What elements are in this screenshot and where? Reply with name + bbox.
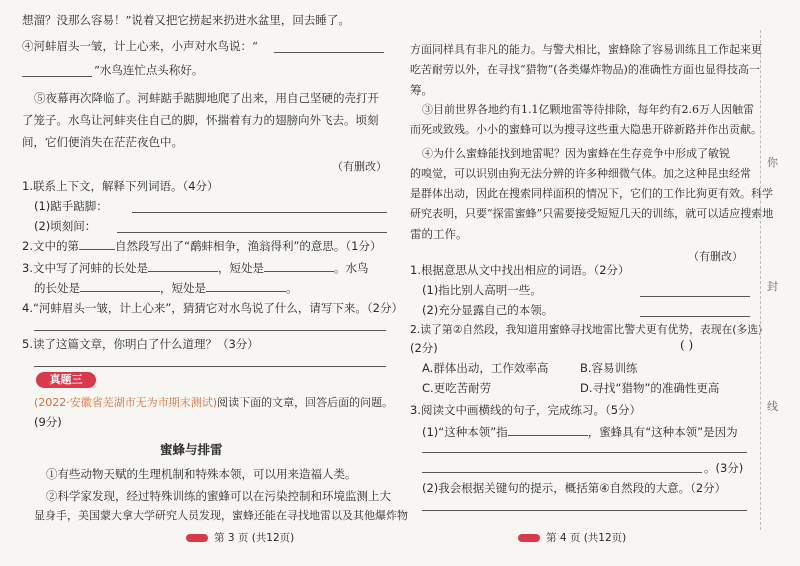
answer-blank[interactable] [508, 435, 588, 436]
answer-blank[interactable] [264, 271, 334, 272]
question-1b: (2)顷刻间： [34, 219, 97, 233]
question-1b: (2)充分显露自己的本领。 [422, 303, 554, 317]
question-1: 1.根据意思从文中找出相应的词语。（2分） [410, 263, 630, 277]
question-1: 1.联系上下文，解释下列词语。（4分） [22, 179, 219, 193]
edit-note: （有删改） [688, 250, 743, 263]
margin-char: 你 [767, 156, 778, 169]
question-3a: (1)“这种本领”指 ，蜜蜂具有“这种本领”是因为 [422, 425, 738, 439]
article-line: 是群体出动，因此在搜索同样面积的情况下，它们的工作比狗更有效。科学 [410, 187, 773, 200]
story-line: 了笼子。水鸟让河蚌夹住自己的脚，怀揣着有力的翅膀向外飞去。顷刻 [22, 113, 379, 127]
article-line: 的嗅觉，可以识别由狗无法分辨的许多种细微气体。加之这种昆虫经常 [410, 167, 751, 180]
source-line: (2022·安徽省芜湖市无为市期末测试)阅读下面的文章，回答后面的问题。 [34, 396, 394, 409]
answer-blank[interactable] [34, 330, 386, 331]
question-4: 4.“河蚌眉头一皱，计上心来”，猜猜它对水鸟说了什么，请写下来。（2分） [22, 301, 403, 315]
margin-char: 线 [767, 400, 778, 413]
option-d[interactable]: D.寻找“猎物”的准确性更高 [580, 381, 720, 395]
article-line: 而死或致残。小小的蜜蜂可以为搜寻这些重大隐患开辟新路并作出贡献。 [410, 123, 762, 136]
question-3: 3.阅读文中画横线的句子，完成练习。（5分） [410, 403, 642, 417]
question-3-cont: 的长处是 ，短处是 。 [34, 281, 298, 295]
article-line: 研究表明，只要“探雷蜜蜂”只需要接受短短几天的训练，就可以适应搜索地 [410, 207, 774, 220]
question-1a: (1)踮手踮脚： [34, 199, 108, 213]
answer-blank[interactable] [132, 212, 387, 213]
article-paragraph: ②科学家发现，经过特殊训练的蜜蜂可以在污染控制和环境监测上大 [46, 489, 391, 503]
answer-blank[interactable] [274, 52, 384, 53]
story-line: 间，它们便消失在茫茫夜色中。 [22, 135, 183, 149]
question-3: 3.文中写了河蚌的长处是 ，短处是 。水鸟 [22, 261, 369, 275]
story-line: 想溜？没那么容易！”说着又把它捞起来扔进水盆里，回去睡了。 [22, 13, 350, 27]
section-badge: 真题三 [36, 372, 96, 388]
answer-blank[interactable] [206, 291, 286, 292]
answer-blank[interactable] [422, 452, 747, 453]
page-footer-left: 第 3 页 (共12页) [186, 530, 294, 545]
article-line: ④为什么蜜蜂能找到地雷呢？因为蜜蜂在生存竞争中形成了敏锐 [422, 147, 730, 160]
answer-blank[interactable] [640, 296, 750, 297]
answer-blank[interactable] [80, 291, 160, 292]
question-3a-score: 。(3分) [704, 461, 744, 475]
answer-bracket[interactable]: ( ) [680, 338, 694, 352]
binding-line [760, 30, 761, 530]
article-paragraph: 显身手，美国蒙大拿大学研究人员发现，蜜蜂还能在寻找地雷以及其他爆炸物 [34, 509, 408, 522]
article-title: 蜜蜂与排雷 [160, 442, 223, 457]
story-line: ⑤夜幕再次降临了。河蚌踮手踮脚地爬了出来，用自己坚硬的壳打开 [34, 91, 379, 105]
answer-blank[interactable] [422, 510, 747, 511]
option-a[interactable]: A.群体出动，工作效率高 [422, 361, 549, 375]
footer-tag-icon [186, 534, 208, 542]
article-line: 雷的工作。 [410, 227, 468, 241]
story-line: ”水鸟连忙点头称好。 [94, 63, 204, 77]
answer-blank[interactable] [640, 316, 750, 317]
article-line: ③目前世界各地约有1.1亿颗地雷等待排除，每年约有2.6万人因触雷 [422, 103, 754, 116]
article-line: 吃苦耐劳以外，在寻找“猎物”(各类爆炸物品)的准确性方面也显得技高一 [410, 63, 760, 76]
answer-blank[interactable] [148, 271, 218, 272]
footer-tag-icon [518, 534, 540, 542]
page-footer-right: 第 4 页 (共12页) [518, 530, 626, 545]
answer-blank[interactable] [79, 249, 115, 250]
answer-blank[interactable] [422, 472, 702, 473]
answer-blank[interactable] [22, 76, 92, 77]
right-page [410, 0, 774, 566]
answer-blank[interactable] [34, 366, 386, 367]
article-paragraph: ①有些动物天赋的生理机制和特殊本领，可以用来造福人类。 [46, 467, 357, 481]
option-b[interactable]: B.容易训练 [580, 361, 638, 375]
story-line: ④河蚌眉头一皱，计上心来，小声对水鸟说：“ [22, 39, 258, 53]
edit-note: （有删改） [332, 160, 387, 173]
margin-char: 封 [767, 280, 778, 293]
question-2-score: (2分) [410, 341, 438, 355]
question-1a: (1)指比别人高明一些。 [422, 283, 542, 297]
question-3b: (2)我会根据关键句的提示，概括第④自然段的大意。（2分） [422, 481, 727, 495]
article-line: 筹。 [410, 83, 433, 97]
question-2: 2.文中的第 自然段写出了“鹬蚌相争，渔翁得利”的意思。（1分） [22, 239, 382, 253]
option-c[interactable]: C.更吃苦耐劳 [422, 381, 492, 395]
article-line: 方面同样具有非凡的能力。与警犬相比，蜜蜂除了容易训练且工作起来更 [410, 43, 762, 56]
question-2: 2.读了第②自然段，我知道用蜜蜂寻找地雷比警犬更有优势，表现在(多选) [410, 323, 763, 336]
answer-blank[interactable] [117, 232, 387, 233]
question-5: 5.读了这篇文章，你明白了什么道理？（3分） [22, 337, 259, 351]
total-score: (9分) [34, 415, 62, 429]
